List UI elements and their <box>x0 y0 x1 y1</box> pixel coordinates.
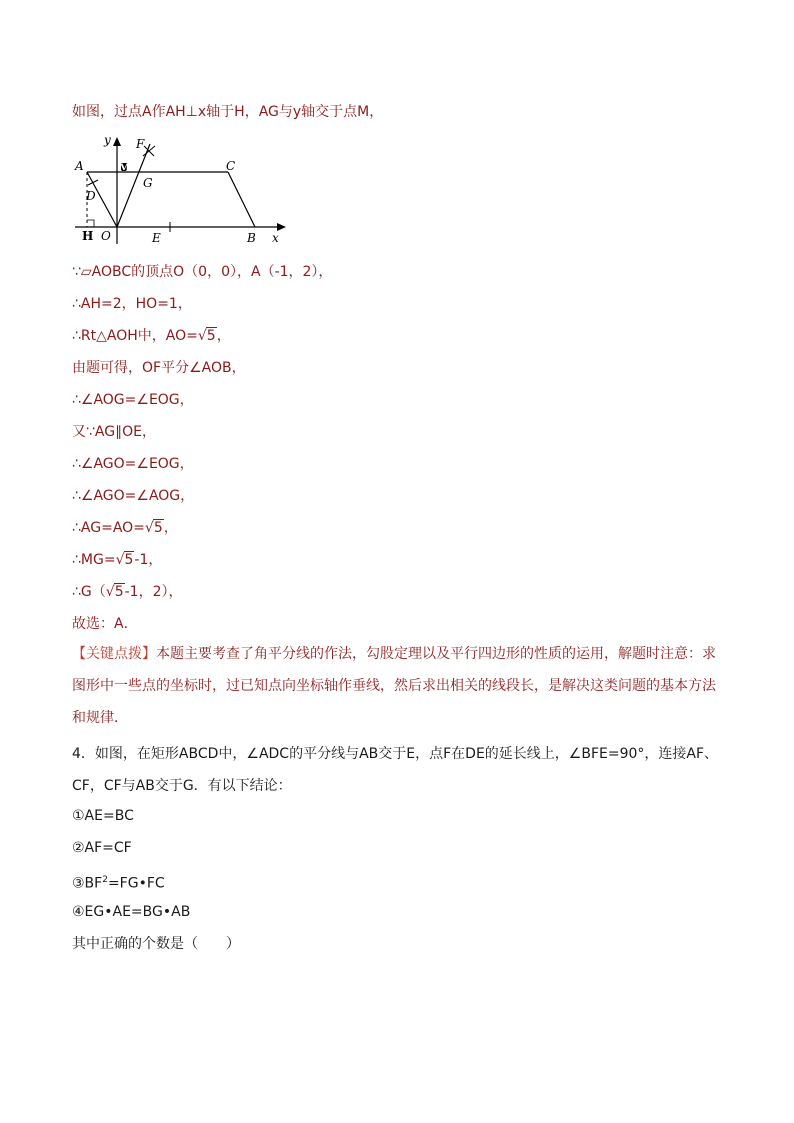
label-x: x <box>272 231 279 245</box>
label-H: H <box>82 229 94 243</box>
label-O: O <box>101 229 111 243</box>
solution-line-2: ∴AH=2，HO=1， <box>72 296 192 312</box>
conclusion-1: ①AE=BC <box>72 808 134 824</box>
solution-line-3-pre: ∴Rt△AOH中，AO=√ <box>72 328 207 344</box>
label-E: E <box>152 231 161 245</box>
radicand-5: 5 <box>206 328 216 344</box>
conclusion-3-pre: ③BF <box>72 875 103 892</box>
answer-line: 故选：A． <box>72 616 138 632</box>
solution-line-3 <box>72 326 231 346</box>
solution-line-5: ∴∠AOG=∠EOG， <box>72 392 194 408</box>
radicand-5: 5 <box>124 552 134 568</box>
label-y: y <box>104 133 111 147</box>
label-B: B <box>247 231 256 245</box>
solution-line-9-post: ， <box>163 520 178 536</box>
solution-line-10-pre: ∴MG=√ <box>72 552 125 568</box>
solution-line-1: ∵▱AOBC的顶点O（0，0），A（-1，2）， <box>72 264 333 280</box>
conclusion-3-sup: 2 <box>102 875 108 885</box>
conclusion-4: ④EG•AE=BG•AB <box>72 904 191 920</box>
solution-line-4: 由题可得，OF平分∠AOB， <box>72 360 246 376</box>
key-point-tag: 【关键点拨】 <box>72 646 156 662</box>
conclusion-3-post: =FG•FC <box>107 875 165 892</box>
radicand-5: 5 <box>114 584 124 600</box>
label-A: A <box>75 159 84 173</box>
coordinate-figure <box>70 128 295 250</box>
key-point-text: 本题主要考查了角平分线的作法，勾股定理以及平行四边形的性质的运用，解题时注意：求图形中一些点的坐标时，过已知点向坐标轴作垂线，然后求出相关的线段长，是解决这类问题的基本方法和规律． <box>72 646 716 726</box>
label-M: M <box>119 163 131 174</box>
label-D: D <box>86 189 96 203</box>
solution-line-11-post: -1，2）， <box>124 584 183 600</box>
solution-line-3-post: ， <box>216 328 231 344</box>
label-G: G <box>143 176 153 190</box>
solution-line-10 <box>72 550 162 570</box>
label-C: C <box>226 159 236 173</box>
radicand-5: 5 <box>153 520 163 536</box>
conclusion-3 <box>72 870 165 894</box>
solution-line-11 <box>72 582 182 602</box>
solution-line-10-post: -1， <box>134 552 163 568</box>
solution-line-8: ∴∠AGO=∠AOG， <box>72 488 195 504</box>
solution-line-9-pre: ∴AG=AO=√ <box>72 520 154 536</box>
solution-line-7: ∴∠AGO=∠EOG， <box>72 456 194 472</box>
question-4-ask: 其中正确的个数是（ ） <box>72 936 240 952</box>
label-F: F <box>136 137 145 151</box>
question-4-stem: 4．如图，在矩形ABCD中，∠ADC的平分线与AB交于E，点F在DE的延长线上，∠BFE=90°，连接AF、CF，CF与AB交于G．有以下结论： <box>72 746 719 794</box>
key-point <box>72 638 724 734</box>
conclusion-2: ②AF=CF <box>72 840 132 856</box>
solution-line-9 <box>72 518 178 538</box>
intro-line: 如图，过点A作AH⊥x轴于H，AG与y轴交于点M， <box>72 104 384 120</box>
solution-line-6: 又∵AG∥OE， <box>72 424 156 440</box>
solution-line-11-pre: ∴G（√ <box>72 584 115 600</box>
